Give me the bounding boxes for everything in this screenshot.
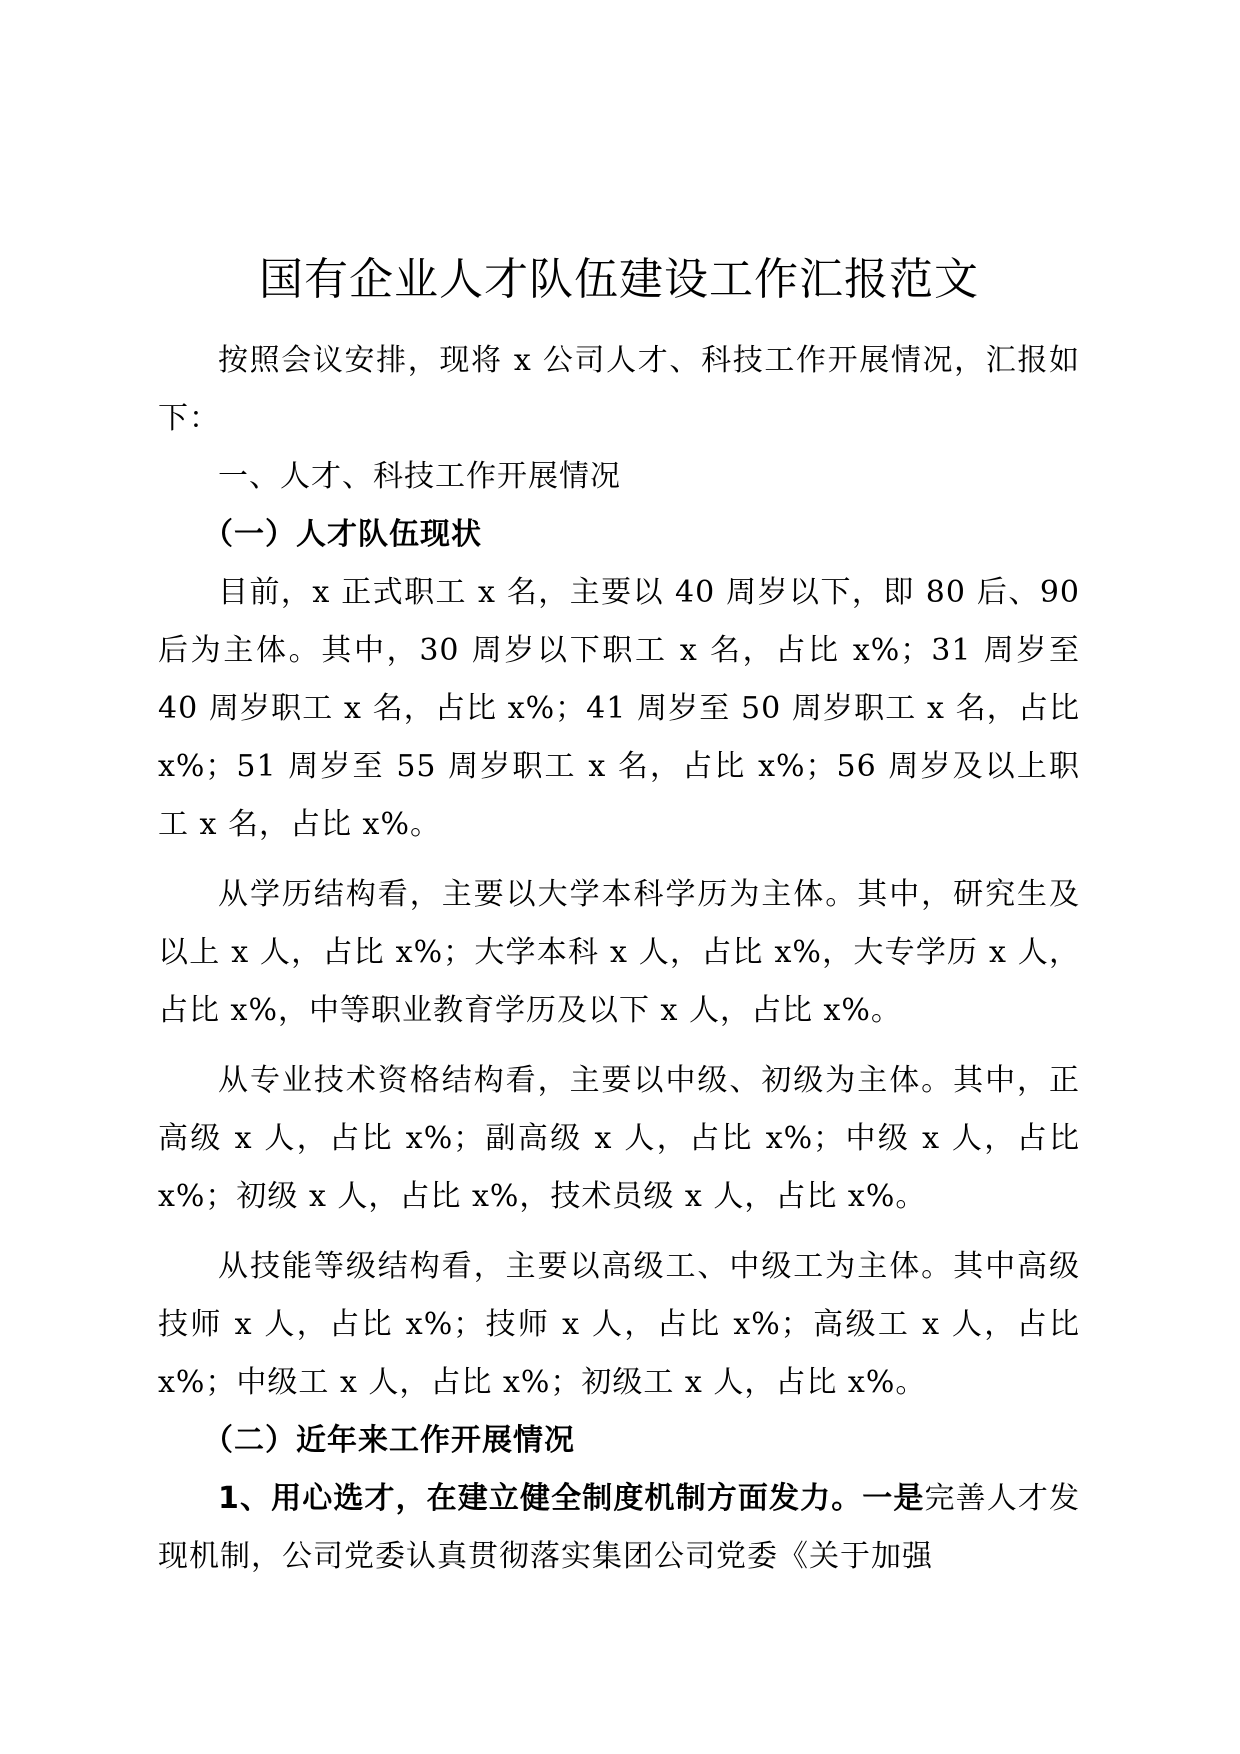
paragraph-skill-structure: 从技能等级结构看，主要以高级工、中级工为主体。其中高级技师 x 人，占比 x%；技师 x 人，占比 x%；高级工 x 人，占比 x%；中级工 x 人，占比 x%；初级工 x 人，占比 x%。: [158, 1249, 1080, 1400]
paragraph-age-structure: 目前，x 正式职工 x 名，主要以 40 周岁以下，即 80 后、90 后为主体。其中，30 周岁以下职工 x 名，占比 x%；31 周岁至 40 周岁职工 x 名，占比 x%；41 周岁至 50 周岁职工 x 名，占比 x%；51 周岁至 55 周岁职工 x 名，占比 x%；56 周岁及以上职工 x 名，占比 x%。: [158, 575, 1080, 842]
paragraph-education-structure: 从学历结构看，主要以大学本科学历为主体。其中，研究生及以上 x 人，占比 x%；大学本科 x 人，占比 x%，大专学历 x 人，占比 x%，中等职业教育学历及以下 x 人，占比 x%。: [158, 877, 1080, 1028]
point-1-text: 完善人才发现机制，公司党委认真贯彻落实集团公司党委《关于加强: [158, 1481, 1081, 1574]
paragraph-gap: [158, 1040, 1080, 1052]
document-title: 国有企业人才队伍建设工作汇报范文: [259, 254, 979, 305]
subsection-heading-1: （一）人才队伍现状: [203, 517, 482, 552]
paragraph-point-1: [158, 1470, 1080, 1586]
section-heading-1: 一、人才、科技工作开展情况: [218, 459, 621, 494]
paragraph-gap: [158, 854, 1080, 866]
paragraph-title-structure: 从专业技术资格结构看，主要以中级、初级为主体。其中，正高级 x 人，占比 x%；副高级 x 人，占比 x%；中级 x 人，占比 x%；初级 x 人，占比 x%，技术员级 x 人，占比 x%。: [158, 1063, 1080, 1214]
subsection-heading-2: （二）近年来工作开展情况: [203, 1423, 575, 1458]
document-body: [158, 250, 1080, 1586]
point-1-bold-lead: 1、用心选才，在建立健全制度机制方面发力。一是: [218, 1481, 925, 1516]
intro-paragraph: 按照会议安排，现将 x 公司人才、科技工作开展情况，汇报如下：: [158, 343, 1080, 436]
paragraph-gap: [158, 1226, 1080, 1238]
